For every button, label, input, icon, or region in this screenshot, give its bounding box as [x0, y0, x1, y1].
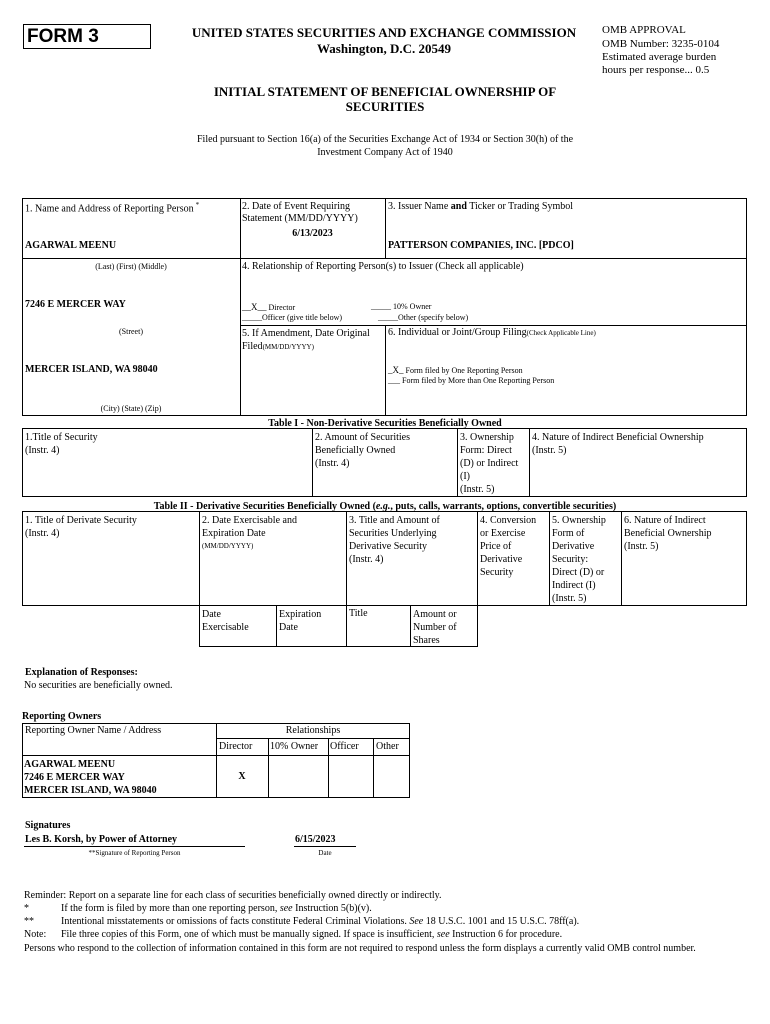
- table2-title-post: , puts, calls, warrants, options, convertible securities): [390, 501, 617, 512]
- table2-sub-expiration: Expiration Date: [279, 609, 322, 633]
- signature-line: [24, 846, 245, 847]
- owners-col-director: Director: [219, 741, 253, 752]
- owners-col-ten-pct: 10% Owner: [270, 741, 319, 752]
- street-caption: (Street): [119, 327, 143, 336]
- divider: [276, 606, 277, 647]
- table2-col-dates-label: 2. Date Exercisable and Expiration Date: [202, 515, 297, 539]
- name-address-text: 1. Name and Address of Reporting Person: [25, 203, 194, 215]
- relationship-director: [242, 302, 295, 312]
- ten-pct-checkmark: _____: [371, 302, 391, 311]
- form-title: INITIAL STATEMENT OF BENEFICIAL OWNERSHIP OF: [213, 84, 557, 99]
- issuer-label-and: and: [450, 201, 467, 212]
- filing-option-two: [388, 376, 554, 385]
- table1-title: Table I - Non-Derivative Securities Beneficially Owned: [268, 418, 502, 429]
- table1-col-amount: 2. Amount of Securities Beneficially Owned (Instr. 4): [315, 432, 410, 469]
- signature-date: 6/15/2023: [295, 834, 336, 845]
- issuer-label-post: Ticker or Trading Symbol: [466, 201, 574, 212]
- divider: [346, 511, 347, 647]
- issuer-name-ticker: PATTERSON COMPANIES, INC. [PDCO]: [388, 240, 574, 251]
- divider: [216, 738, 410, 739]
- divider: [621, 511, 622, 606]
- footnote-star: *: [195, 201, 200, 209]
- omb-number: OMB Number: 3235-0104: [602, 38, 720, 50]
- table2-col-ownership: 5. Ownership Form of Derivative Security: Direct (D) or Indirect (I) (Instr. 5): [552, 515, 606, 604]
- divider: [328, 738, 329, 798]
- divider: [385, 325, 386, 416]
- filing-option-two-mark: ___: [388, 376, 400, 385]
- issuer-label: [388, 201, 573, 212]
- officer-label: Officer (give title below): [262, 313, 343, 322]
- amendment-format: (MM/DD/YYYY): [262, 343, 314, 351]
- owner-name-address: AGARWAL MEENU 7246 E MERCER WAY MERCER ISLAND, WA 98040: [24, 759, 157, 796]
- table2-sub-title: Title: [349, 608, 368, 619]
- footnote-2-pre: Intentional misstatements or omissions of facts constitute Federal Criminal Violations.: [61, 916, 410, 927]
- joint-filing-hint: (Check Applicable Line): [526, 329, 596, 337]
- divider: [22, 258, 747, 259]
- table2-col-dates: [202, 514, 297, 553]
- divider: [477, 511, 478, 647]
- relationship-ten-pct: [371, 302, 431, 311]
- footnote-3-post: Instruction 6 for procedure.: [449, 929, 563, 940]
- table2-col-nature: 6. Nature of Indirect Beneficial Ownership (Instr. 5): [624, 515, 712, 552]
- signature-caption: **Signature of Reporting Person: [88, 849, 181, 857]
- divider: [373, 738, 374, 798]
- explanation-heading: Explanation of Responses:: [25, 667, 138, 678]
- explanation-text: No securities are beneficially owned.: [24, 680, 173, 691]
- date-caption: Date: [318, 849, 332, 857]
- table2-col-dates-format: (MM/DD/YYYY): [202, 542, 254, 550]
- omb-approval: OMB APPROVAL: [602, 24, 686, 36]
- filing-option-one-label: Form filed by One Reporting Person: [405, 366, 523, 375]
- footnote-2-post: 18 U.S.C. 1001 and 15 U.S.C. 78ff(a).: [423, 916, 580, 927]
- relationship-officer: [242, 313, 342, 322]
- table2-title-eg: e.g.: [375, 501, 391, 512]
- divider: [457, 428, 458, 497]
- footnote-2-see: See: [409, 916, 424, 927]
- table1-col-ownership: 3. Ownership Form: Direct (D) or Indirect (I) (Instr. 5): [460, 432, 519, 495]
- event-date-label: 2. Date of Event Requiring Statement (MM/DD/YYYY): [242, 201, 358, 224]
- event-date-value: 6/13/2023: [292, 228, 333, 239]
- agency-location: Washington, D.C. 20549: [317, 41, 451, 56]
- other-label: Other (specify below): [398, 313, 469, 322]
- table2-sub-amount: Amount or Number of Shares: [413, 609, 457, 646]
- omb-hours: hours per response... 0.5: [602, 64, 710, 76]
- form-label: FORM 3: [27, 26, 99, 47]
- table1-col-nature: 4. Nature of Indirect Beneficial Ownership (Instr. 5): [532, 432, 704, 456]
- relationship-label: 4. Relationship of Reporting Person(s) to Issuer (Check all applicable): [242, 261, 524, 272]
- filed-pursuant: Filed pursuant to Section 16(a) of the Securities Exchange Act of 1934 or Section 30(h) of the: [196, 134, 574, 145]
- divider: [312, 428, 313, 497]
- director-label: Director: [268, 303, 296, 312]
- footnote-3-pre: File three copies of this Form, one of which must be manually signed. If space is insufficient,: [61, 929, 437, 940]
- table2-title-pre: Table II - Derivative Securities Beneficially Owned (: [153, 501, 376, 512]
- issuer-label-pre: 3. Issuer Name: [388, 201, 451, 212]
- note-label: Note:: [24, 929, 47, 940]
- owners-col-officer: Officer: [330, 741, 359, 752]
- divider: [549, 511, 550, 606]
- table2-col-conversion: 4. Conversion or Exercise Price of Derivative Security: [480, 515, 537, 578]
- amendment-label: [242, 327, 384, 354]
- name-caption: (Last) (First) (Middle): [95, 262, 167, 271]
- reporting-person-street: 7246 E MERCER WAY: [25, 299, 126, 310]
- amendment-text: 5. If Amendment, Date Original Filed: [242, 328, 370, 352]
- date-line: [294, 846, 356, 847]
- omb-control-notice: Persons who respond to the collection of information contained in this form are not required to respond unless the form displays a currently valid OMB control number.: [24, 943, 696, 954]
- divider: [410, 606, 411, 647]
- omb-burden: Estimated average burden: [602, 51, 717, 63]
- owner-director-mark: X: [238, 771, 246, 782]
- agency-name: UNITED STATES SECURITIES AND EXCHANGE COMMISSION: [191, 25, 577, 40]
- name-address-label: [25, 201, 199, 214]
- owners-col-relationships: Relationships: [285, 725, 341, 736]
- relationship-other: [378, 313, 468, 322]
- other-checkmark: _____: [378, 313, 398, 322]
- reporting-owners-heading: Reporting Owners: [22, 711, 102, 722]
- table2-sub-date-exercisable: Date Exercisable: [202, 609, 249, 633]
- footnote-1-pre: If the form is filed by more than one reporting person,: [61, 903, 280, 914]
- signer-name: Les B. Korsh, by Power of Attorney: [25, 834, 178, 845]
- filing-option-one-mark: _X_: [388, 365, 404, 375]
- divider: [529, 428, 530, 497]
- table2-col-underlying: 3. Title and Amount of Securities Underlying Derivative Security (Instr. 4): [349, 515, 440, 565]
- divider: [22, 755, 410, 756]
- filing-option-one: [388, 365, 523, 375]
- footnote-3: [61, 929, 562, 940]
- divider: [385, 198, 386, 258]
- divider: [199, 511, 200, 647]
- footnote-star-1: *: [24, 903, 29, 914]
- ten-pct-label: 10% Owner: [393, 302, 432, 311]
- filed-pursuant-cont: Investment Company Act of 1940: [317, 147, 453, 158]
- signatures-heading: Signatures: [25, 820, 71, 831]
- footnote-1: [61, 903, 372, 914]
- footnote-2: [61, 916, 579, 927]
- table2-col-title: 1. Title of Derivate Security (Instr. 4): [25, 515, 137, 539]
- footnote-star-2: **: [24, 916, 34, 927]
- joint-filing-text: 6. Individual or Joint/Group Filing: [388, 327, 527, 338]
- footnote-1-post: Instruction 5(b)(v).: [292, 903, 372, 914]
- owners-col-other: Other: [376, 741, 399, 752]
- reporting-person-name: AGARWAL MEENU: [25, 240, 117, 251]
- owners-col-name: Reporting Owner Name / Address: [25, 725, 162, 736]
- joint-filing-label: [388, 327, 596, 338]
- footnote-3-see: see: [436, 929, 450, 940]
- divider: [268, 738, 269, 798]
- divider: [240, 325, 747, 326]
- form-title-cont: SECURITIES: [345, 99, 425, 114]
- city-caption: (City) (State) (Zip): [100, 404, 162, 413]
- officer-checkmark: _____: [242, 313, 262, 322]
- filing-option-two-label: Form filed by More than One Reporting Person: [402, 376, 555, 385]
- director-checkmark: __X__: [242, 302, 267, 312]
- footnote-1-see: see: [279, 903, 293, 914]
- reminder-text: Reminder: Report on a separate line for each class of securities beneficially owned directly or indirectly.: [24, 890, 442, 901]
- table1-col-title: 1.Title of Security (Instr. 4): [25, 432, 98, 456]
- reporting-person-city: MERCER ISLAND, WA 98040: [25, 364, 158, 375]
